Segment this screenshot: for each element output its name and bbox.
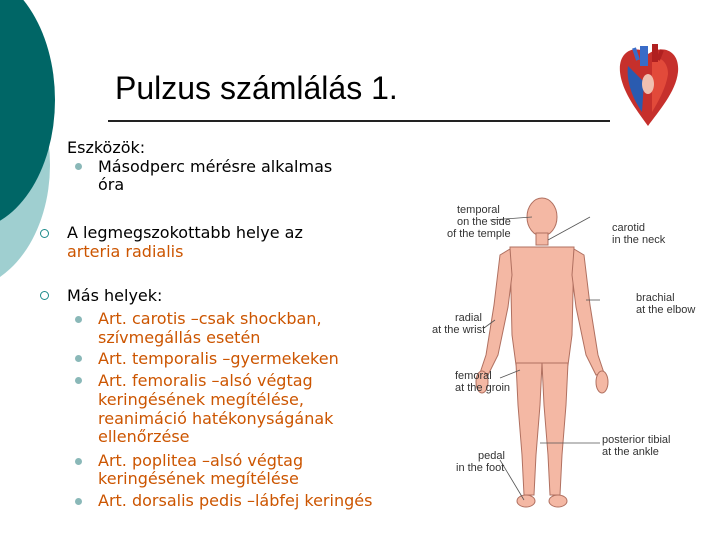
label-femoral: femoral [455, 370, 492, 382]
bullet-2-line-1: A legmegszokottabb helye az [67, 223, 303, 242]
bullet-circle [40, 291, 49, 300]
sub-bullet-dot [75, 498, 82, 505]
slide-title: Pulzus számlálás 1. [115, 70, 398, 106]
bullet-1-sub-1-line-2: óra [98, 175, 125, 194]
title-underline [108, 120, 610, 122]
sub-bullet-dot [75, 355, 82, 362]
bullet-3-sub-1-line-1: Art. carotis –csak shockban, [98, 309, 322, 328]
sub-bullet-dot [75, 377, 82, 384]
bullet-3-sub-1-line-2: szívmegállás esetén [98, 328, 261, 347]
bullet-3-sub-4-line-2: keringésének megítélése [98, 469, 299, 488]
heart-icon [612, 42, 684, 130]
label-posterior-tibial-2: at the ankle [602, 446, 659, 458]
label-temporal-2: on the side [457, 216, 511, 228]
label-carotid-2: in the neck [612, 234, 666, 246]
label-radial: radial [455, 312, 482, 324]
sub-bullet-dot [75, 163, 82, 170]
label-temporal-3: of the temple [447, 228, 511, 240]
label-carotid: carotid [612, 222, 646, 234]
label-brachial: brachial [636, 292, 675, 304]
bullet-1-sub-1-line-1: Másodperc mérésre alkalmas [98, 157, 333, 176]
label-pedal: pedal [478, 450, 505, 462]
bullet-3-sub-3-line-1: Art. femoralis –alsó végtag [98, 371, 313, 390]
bullet-3-sub-3-line-3: reanimáció hatékonyságának [98, 409, 334, 428]
bullet-2-line-2: arteria radialis [67, 242, 184, 261]
label-temporal: temporal [457, 204, 500, 216]
label-brachial-2: at the elbow [636, 304, 696, 316]
bullet-3-sub-3-line-2: keringésének megítélése, [98, 390, 304, 409]
bullet-3-sub-3-line-4: ellenőrzése [98, 427, 190, 446]
label-pedal-2: in the foot [456, 462, 505, 474]
bullet-1-heading: Eszközök: [67, 138, 146, 157]
label-radial-2: at the wrist [432, 324, 486, 336]
bullet-3-sub-2: Art. temporalis –gyermekeken [98, 349, 339, 368]
human-body-pulse-figure [440, 195, 710, 525]
label-femoral-2: at the groin [455, 382, 511, 394]
label-posterior-tibial: posterior tibial [602, 434, 671, 446]
bullet-3-sub-4-line-1: Art. poplitea –alsó végtag [98, 451, 304, 470]
bullet-3-sub-5: Art. dorsalis pedis –lábfej keringés [98, 491, 373, 510]
bullet-3-heading: Más helyek: [67, 286, 163, 305]
bullet-circle [40, 229, 49, 238]
sub-bullet-dot [75, 458, 82, 465]
sub-bullet-dot [75, 316, 82, 323]
